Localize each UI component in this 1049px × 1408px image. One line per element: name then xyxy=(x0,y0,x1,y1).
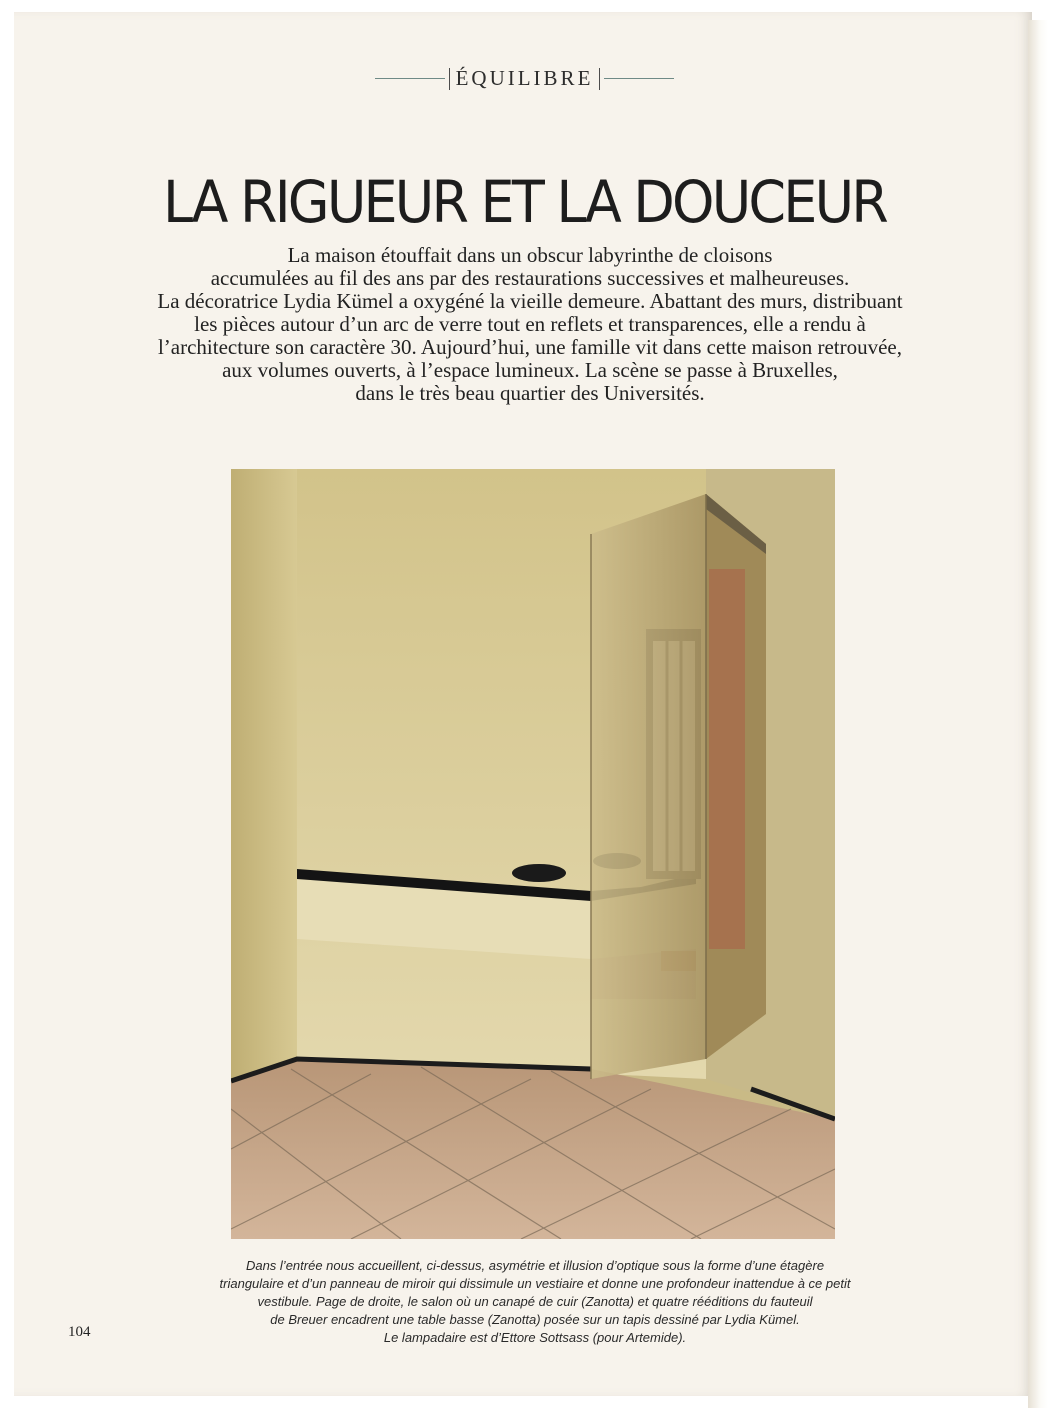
intro-line: aux volumes ouverts, à l’espace lumineux. La scène se passe à Bruxelles, xyxy=(222,358,838,382)
caption-line: triangulaire et d’un panneau de miroir qui dissimule un vestiaire et donne une profondeur inattendue à ce petit xyxy=(219,1276,851,1291)
article-intro xyxy=(70,244,990,405)
intro-line: les pièces autour d’un arc de verre tout en reflets et transparences, elle a rendu à xyxy=(194,312,866,336)
intro-line: La décoratrice Lydia Kümel a oxygéné la vieille demeure. Abattant des murs, distribuant xyxy=(157,289,903,313)
caption-line: Le lampadaire est d’Ettore Sottsass (pour Artemide). xyxy=(383,1330,687,1345)
left-rule xyxy=(375,78,445,79)
entrance-photo xyxy=(231,469,835,1239)
section-header xyxy=(0,66,1049,91)
page-number: 104 xyxy=(68,1324,91,1340)
intro-line: dans le très beau quartier des Universités. xyxy=(355,381,705,405)
right-rule xyxy=(604,78,674,79)
photo-caption xyxy=(150,1257,920,1347)
article-headline: LA RIGUEUR ET LA DOUCEUR xyxy=(163,168,886,236)
left-bar xyxy=(449,68,450,90)
page-edge xyxy=(1028,20,1048,1408)
section-label: ÉQUILIBRE xyxy=(455,66,594,90)
intro-line: l’architecture son caractère 30. Aujourd’hui, une famille vit dans cette maison retrouvée, xyxy=(157,335,903,359)
entrance-photo-illustration xyxy=(231,469,835,1239)
caption-line: vestibule. Page de droite, le salon où un canapé de cuir (Zanotta) et quatre rééditions du fauteuil xyxy=(257,1294,813,1309)
caption-line: de Breuer encadrent une table basse (Zanotta) posée sur un tapis dessiné par Lydia Kümel. xyxy=(270,1312,800,1327)
right-bar xyxy=(599,68,600,90)
caption-line: Dans l’entrée nous accueillent, ci-dessus, asymétrie et illusion d’optique sous la forme d’une étagère xyxy=(245,1258,825,1273)
intro-line: accumulées au fil des ans par des restaurations successives et malheureuses. xyxy=(210,266,850,290)
intro-line: La maison étouffait dans un obscur labyrinthe de cloisons xyxy=(287,243,773,267)
